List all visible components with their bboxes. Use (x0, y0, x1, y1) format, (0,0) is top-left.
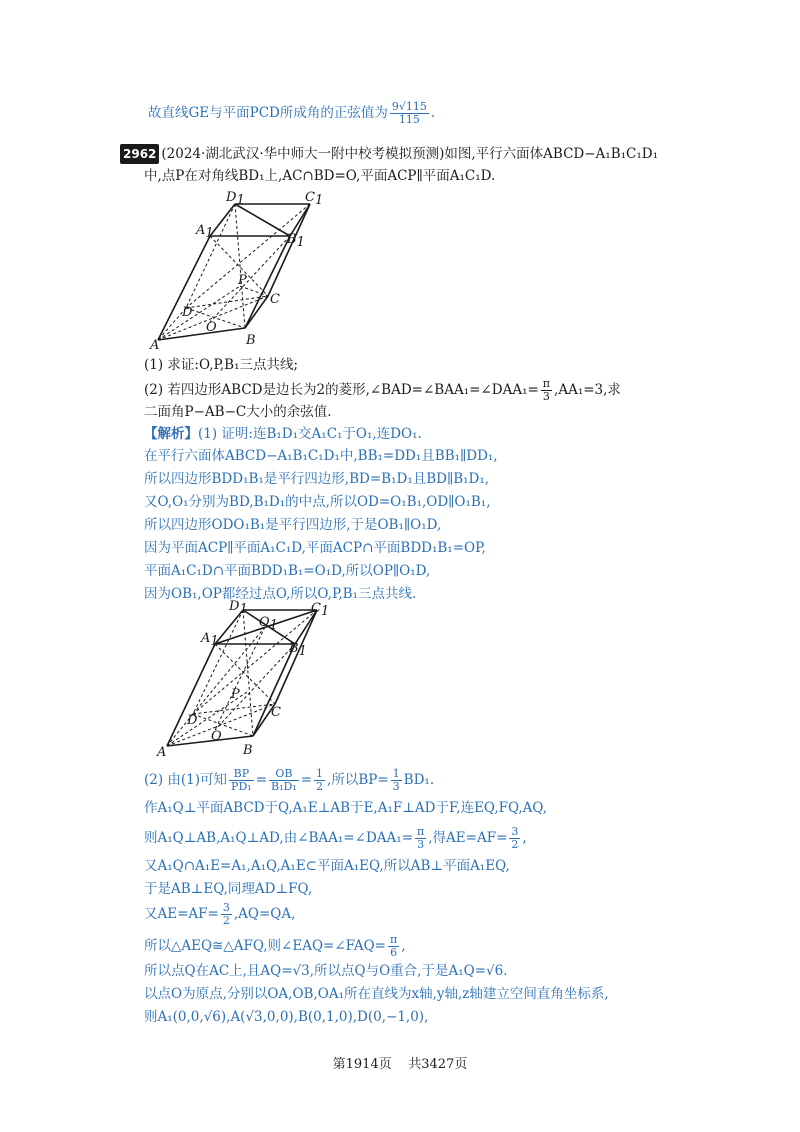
text: 所以四边形BDD₁B₁是平行四边形,BD=B₁D₁且BD∥B₁D₁, (144, 471, 490, 487)
text: 因为平面ACP∥平面A₁C₁D,平面ACP∩平面BDD₁B₁=OP, (144, 540, 486, 556)
label-B: B (246, 333, 256, 348)
solution-line-12 (144, 561, 430, 581)
solution-line-9 (144, 492, 491, 512)
text: 又A₁Q∩A₁E=A₁,A₁Q,A₁E⊂平面A₁EQ,所以AB⊥平面A₁EQ, (144, 858, 510, 874)
text: 二面角P−AB−C大小的余弦值. (144, 404, 332, 420)
text: ,得AE=AF= (428, 830, 508, 846)
solution-line-7 (144, 446, 498, 466)
text: (2) 由(1)可知 (144, 772, 228, 788)
label-O: O (211, 729, 222, 744)
text: 因为OB₁,OP都经过点O,所以O,P,B₁三点共线. (144, 586, 417, 602)
text: . (430, 105, 436, 121)
text: 又O,O₁分别为BD,B₁D₁的中点,所以OD=O₁B₁,OD∥O₁B₁, (144, 494, 491, 510)
numerator: BP (229, 768, 254, 781)
fraction (390, 101, 429, 126)
label-A1: A1 (196, 223, 214, 241)
solution-line-10 (144, 515, 441, 535)
text: 又AE=AF= (144, 906, 219, 922)
label-C: C (270, 292, 280, 307)
text: , (401, 938, 406, 954)
solution-line-6 (144, 424, 422, 444)
text: (1) 求证:O,P,B₁三点共线; (144, 357, 299, 373)
label-D1: D1 (229, 599, 248, 617)
label-B1: B1 (287, 232, 305, 250)
label-A1: A1 (201, 631, 219, 649)
text: 故直线GE与平面PCD所成角的正弦值为 (148, 105, 388, 121)
text: 所以点Q在AC上,且AQ=√3,所以点Q与O重合,于是A₁Q=√6. (144, 963, 508, 979)
problem-number-badge: 2962 (120, 144, 159, 164)
solution-line-22 (144, 984, 609, 1004)
numerator: 1 (392, 767, 400, 780)
label-D1: D1 (226, 190, 245, 208)
problem-line-1 (120, 144, 658, 164)
numerator: π (417, 825, 425, 838)
solution-line-23 (144, 1007, 428, 1027)
text: 作A₁Q⊥平面ABCD于Q,A₁E⊥AB于E,A₁F⊥AD于F,连EQ,FQ,AQ, (144, 800, 548, 816)
text: (2) 若四边形ABCD是边长为2的菱形,∠BAD=∠BAA₁=∠DAA₁= (144, 382, 539, 398)
label-O1: O1 (259, 615, 278, 633)
fraction (314, 768, 325, 793)
solution-line-19 (144, 902, 295, 927)
text: , (522, 830, 527, 846)
figure-2-svg (155, 600, 330, 760)
solution-line-18 (144, 879, 312, 899)
denominator: 6 (390, 946, 398, 959)
solution-line-15 (144, 798, 547, 818)
fraction (269, 768, 299, 793)
solution-line-14 (144, 768, 434, 793)
text: ,所以BP= (327, 772, 389, 788)
problem-source-text: (2024·湖北武汉·华中师大一附中校考模拟预测)如图,平行六面体ABCD−A₁B₁C₁D₁ (161, 146, 659, 162)
problem-line-4 (144, 378, 621, 403)
label-P: P (238, 273, 247, 288)
label-D: D (182, 305, 193, 320)
label-B: B (243, 743, 253, 758)
page-number: 第1914页 (332, 1057, 392, 1072)
denominator: 3 (392, 780, 400, 793)
solution-line-21 (144, 961, 508, 981)
label-B1: B1 (289, 641, 307, 659)
solution-line-17 (144, 856, 510, 876)
solution-line-11 (144, 538, 486, 558)
text: 所以四边形ODO₁B₁是平行四边形,于是OB₁∥O₁D, (144, 517, 442, 533)
figure-parallelepiped-2 (155, 600, 330, 760)
problem-line-2 (144, 166, 495, 186)
numerator: 1 (316, 767, 324, 780)
fraction (541, 378, 552, 403)
page-footer (0, 1053, 800, 1072)
denominator: 3 (417, 838, 425, 851)
figure-parallelepiped-1 (150, 188, 324, 353)
text: = (300, 772, 313, 788)
denominator: PD₁ (231, 780, 252, 793)
fraction (391, 768, 402, 793)
label-O: O (206, 320, 217, 335)
denominator: 3 (542, 390, 550, 403)
fraction (221, 902, 232, 927)
fraction (388, 934, 399, 959)
text: ,AA₁=3,求 (554, 382, 621, 398)
text: (1) 证明:连B₁D₁交A₁C₁于O₁,连DO₁. (198, 426, 422, 442)
denominator: 2 (316, 780, 324, 793)
problem-line-3 (144, 355, 298, 375)
numerator: π (389, 933, 398, 946)
fraction (415, 826, 426, 851)
denominator: 2 (511, 838, 519, 851)
text: 中,点P在对角线BD₁上,AC∩BD=O,平面ACP∥平面A₁C₁D. (144, 168, 496, 184)
numerator: OB (269, 768, 299, 781)
total-pages: 共3427页 (408, 1057, 468, 1072)
text: ,AQ=QA, (233, 906, 296, 922)
figure-1-svg (150, 188, 324, 353)
text: 则A₁Q⊥AB,A₁Q⊥AD,由∠BAA₁=∠DAA₁= (144, 830, 414, 846)
text: 所以△AEQ≅△AFQ,则∠EAQ=∠FAQ= (144, 938, 386, 954)
numerator: 3 (511, 825, 519, 838)
text: = (255, 772, 267, 788)
label-C1: C1 (311, 601, 330, 619)
solution-line-16 (144, 826, 527, 851)
solution-line-8 (144, 469, 489, 489)
label-A: A (157, 745, 167, 760)
label-A: A (150, 338, 160, 353)
solution-tag: 【解析】 (144, 426, 198, 442)
numerator: 9√115 (391, 100, 427, 113)
text: 在平行六面体ABCD−A₁B₁C₁D₁中,BB₁=DD₁且BB₁∥DD₁, (144, 448, 498, 464)
numerator: π (542, 377, 551, 390)
fraction (229, 768, 254, 793)
text: 平面A₁C₁D∩平面BDD₁B₁=O₁D,所以OP∥O₁D, (144, 563, 431, 579)
text: BD₁. (403, 772, 435, 788)
solution-line-20 (144, 934, 406, 959)
fraction (509, 826, 520, 851)
denominator: B₁D₁ (271, 780, 297, 793)
problem-line-5 (144, 402, 332, 422)
label-D: D (187, 713, 198, 728)
denominator: 2 (222, 914, 230, 927)
text: 于是AB⊥EQ,同理AD⊥FQ, (144, 881, 313, 897)
label-C1: C1 (305, 190, 324, 208)
text: 则A₁(0,0,√6),A(√3,0,0),B(0,1,0),D(0,−1,0), (144, 1009, 429, 1025)
answer-line-0 (148, 101, 435, 126)
denominator: 115 (398, 113, 420, 126)
label-P: P (231, 687, 240, 702)
label-C: C (271, 705, 281, 720)
text: 以点O为原点,分别以OA,OB,OA₁所在直线为x轴,y轴,z轴建立空间直角坐标系, (144, 986, 609, 1002)
numerator: 3 (222, 901, 230, 914)
